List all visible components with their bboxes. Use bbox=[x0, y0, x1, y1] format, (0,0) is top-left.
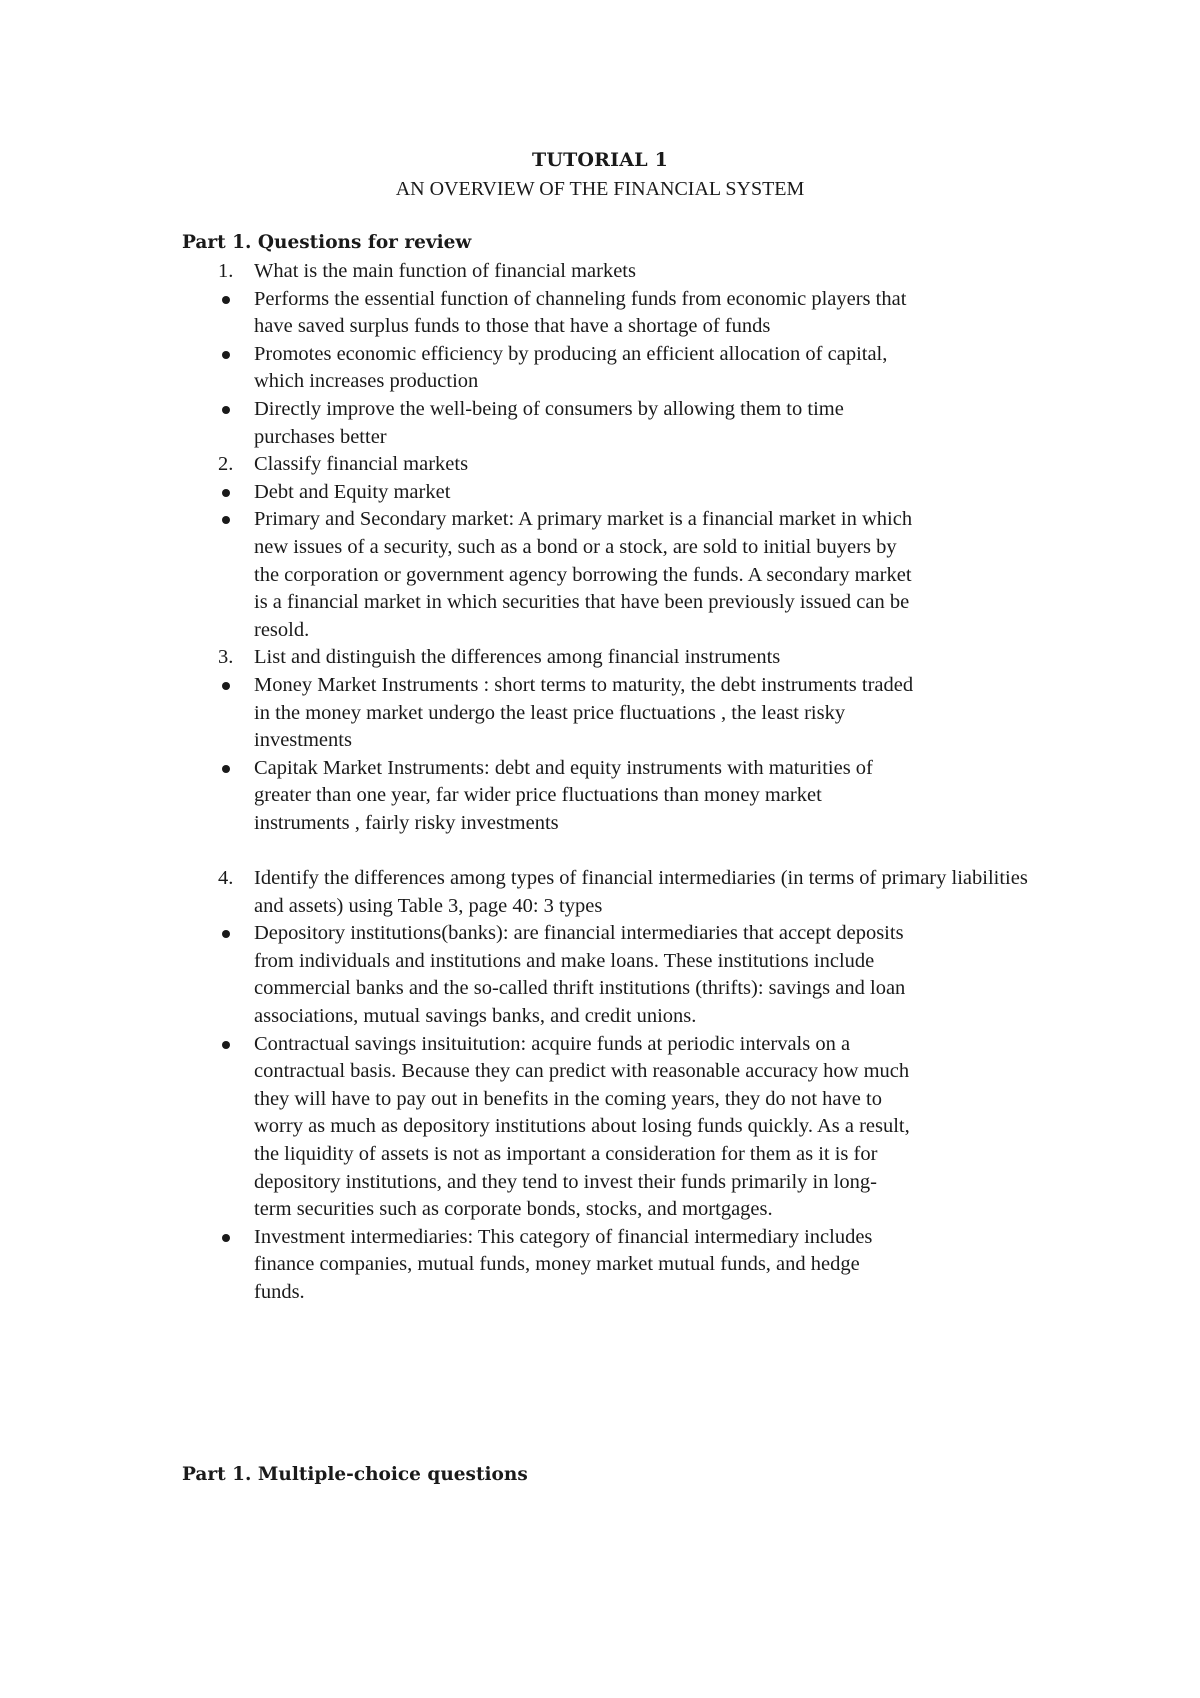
bullet-icon bbox=[222, 351, 230, 359]
bullet-icon bbox=[222, 765, 230, 773]
question-text: List and distinguish the differences among financial instruments bbox=[254, 646, 781, 669]
section-heading-review: Part 1. Questions for review bbox=[182, 232, 472, 253]
answer-bullet bbox=[182, 920, 914, 1030]
answer-text: Directly improve the well-being of consumers by allowing them to time purchases better bbox=[254, 397, 844, 448]
answer-text: Depository institutions(banks): are financial intermediaries that accept deposits from individuals and institutions and make loans. These institutions include commercial banks and the so-called thrift institutions (thrifts): savings and loan associations, mutual savings banks, and credit unions. bbox=[254, 922, 906, 1028]
bullet-icon bbox=[222, 1234, 230, 1242]
answer-bullet-list bbox=[182, 672, 1042, 838]
answer-bullet bbox=[182, 396, 914, 451]
bullet-icon bbox=[222, 1041, 230, 1049]
review-questions-list bbox=[182, 258, 1042, 1307]
question-text: Identify the differences among types of financial intermediaries (in terms of primary liabilities and assets) using Table 3, page 40: 3 types bbox=[254, 867, 1028, 917]
blank-line bbox=[182, 837, 1042, 865]
answer-bullet bbox=[182, 755, 914, 838]
answer-bullet-list bbox=[182, 479, 1042, 645]
question-text: Classify financial markets bbox=[254, 453, 469, 476]
question-text: What is the main function of financial markets bbox=[254, 260, 636, 282]
answer-text: Primary and Secondary market: A primary market is a financial market in which new issues of a security, such as a bond or a stock, are sold to initial buyers by the corporation or government agency borrowing the funds. A secondary market is a financial market in which securities that have been previously issued can be resold. bbox=[254, 508, 913, 641]
bullet-icon bbox=[222, 930, 230, 938]
question-item bbox=[182, 644, 1042, 672]
section-heading-multiple-choice: Part 1. Multiple-choice questions bbox=[182, 1464, 528, 1485]
answer-bullet bbox=[182, 479, 914, 507]
answer-text: Money Market Instruments : short terms to maturity, the debt instruments traded in the money market undergo the least price fluctuations , the least risky investments bbox=[254, 673, 914, 752]
question-item bbox=[182, 865, 1042, 920]
answer-text: Debt and Equity market bbox=[254, 480, 451, 503]
answer-bullet bbox=[182, 1031, 914, 1224]
bullet-icon bbox=[222, 406, 230, 414]
document-title: TUTORIAL 1 bbox=[531, 149, 668, 171]
answer-bullet bbox=[182, 341, 914, 396]
bullet-icon bbox=[222, 489, 230, 497]
bullet-icon bbox=[222, 516, 230, 524]
answer-bullet bbox=[182, 1224, 914, 1307]
answer-text: Investment intermediaries: This category of financial intermediary includes finance companies, mutual funds, money market mutual funds, and hedge funds. bbox=[254, 1225, 873, 1303]
document-subtitle: AN OVERVIEW OF THE FINANCIAL SYSTEM bbox=[395, 178, 805, 200]
answer-bullet-list bbox=[182, 920, 1042, 1306]
question-number: 1. bbox=[218, 260, 234, 282]
question-number: 3. bbox=[218, 646, 234, 669]
title-block bbox=[0, 145, 1200, 203]
answer-text: Performs the essential function of channeling funds from economic players that have saved surplus funds to those that have a shortage of funds bbox=[254, 287, 907, 338]
bullet-icon bbox=[222, 296, 230, 304]
bullet-icon bbox=[222, 682, 230, 690]
answer-text: Promotes economic efficiency by producing an efficient allocation of capital, which increases production bbox=[254, 342, 888, 393]
answer-text: Capitak Market Instruments: debt and equity instruments with maturities of greater than one year, far wider price fluctuations than money market instruments , fairly risky investments bbox=[254, 756, 873, 834]
answer-bullet bbox=[182, 506, 914, 644]
answer-text: Contractual savings insituitution: acquire funds at periodic intervals on a contractual basis. Because they can predict with reasonable accuracy how much they will have to pay out in benefits in the coming years, they do not have to worry as much as depository institutions about losing funds quickly. As a result, the liquidity of assets is not as important a consideration for them as it is for depository institutions, and they tend to invest their funds primarily in long-term securities such as corporate bonds, stocks, and mortgages. bbox=[254, 1032, 910, 1221]
question-number: 4. bbox=[218, 867, 234, 890]
question-item bbox=[182, 258, 1042, 286]
answer-bullet-list bbox=[182, 286, 1042, 452]
question-item bbox=[182, 451, 1042, 479]
answer-bullet bbox=[182, 286, 914, 341]
answer-bullet bbox=[182, 672, 914, 755]
question-number: 2. bbox=[218, 453, 234, 476]
